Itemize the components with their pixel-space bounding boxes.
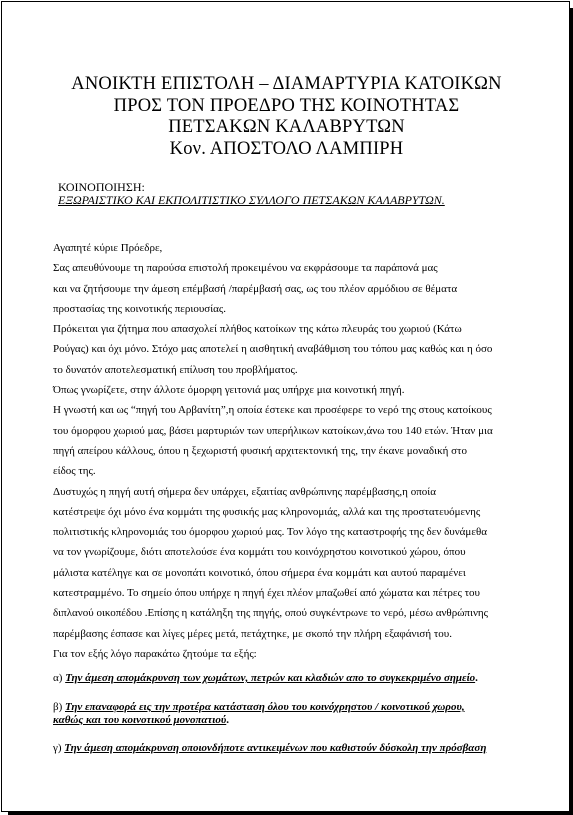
cc-block [58, 181, 445, 207]
body-line: Σας απευθύνουμε τη παρούσα επιστολή προκειμένου να εκφράσουμε τα παράπονά μας [53, 262, 438, 275]
request-text: Την επαναφορά εις την προτέρα κατάσταση όλου του κοινόχρηστου / κοινοτικού χωρου, [65, 701, 465, 713]
body-line: Όπως γνωρίζετε, στην άλλοτε όμορφη γειτονιά μας υπήρχε μια κοινοτική πηγή. [53, 384, 405, 397]
body-line: Για τον εξής λόγο παρακάτω ζητούμε τα εξής: [53, 647, 257, 660]
body-line: Η γνωστή και ως “πηγή του Αρβανίτη”,η οποία έστεκε και προσέφερε το νερό της στους κατοίκους [53, 404, 492, 417]
body-line: είδος της. [53, 465, 96, 478]
body-line: προστασίας της κοινοτικής περιουσίας. [53, 302, 227, 315]
request-text: Την άμεση απομάκρυνση των χωμάτων, πετρών και κλαδιών απο το συγκεκριμένο σημείο [65, 672, 476, 684]
body-line: και να ζητήσουμε την άμεση επέμβασή /παρέμβασή σας, ως του πλέον αρμόδιου σε θέματα [53, 282, 458, 295]
body-line: μάλιστα κατέληγε και σε μονοπάτι κοινοτικό, όπου σήμερα ένα κομμάτι και αυτού παραμένει [53, 566, 466, 579]
title-line: ΑΝΟΙΚΤΗ ΕΠΙΣΤΟΛΗ – ΔΙΑΜΑΡΤΥΡΙΑ ΚΑΤΟΙΚΩΝ [71, 74, 502, 94]
body-line: να τον γνωρίζουμε, διότι αποτελούσε ένα κομμάτι του κοινόχρηστου κοινοτικού χώρου, όπου [53, 546, 466, 559]
body-line: πηγή απείρου κάλλους, όπου η ξεχωριστή φυσική αρχιτεκτονική της, την έκανε μοναδική στο [53, 444, 467, 457]
body-line: παρέμβασης έσπασε και λίγες μέρες μετά, πετάχτηκε, με σκοπό την πλήρη εξαφάνισή του. [53, 627, 452, 640]
title-line: ΠΕΤΣΑΚΩΝ ΚΑΛΑΒΡΥΤΩΝ [168, 117, 405, 137]
body-line: κατεστραμμένο. Το σημείο όπου υπήρχε η πηγή έχει πλέον μπαζωθεί από χώματα και πέτρες του [53, 587, 480, 600]
title-line: ΠΡΟΣ ΤΟΝ ΠΡΟΕΔΡΟ ΤΗΣ ΚΟΙΝΟΤΗΤΑΣ [113, 95, 460, 116]
page-shadow-bottom [8, 811, 573, 815]
request-item-a [53, 672, 478, 685]
request-tail: . [226, 714, 229, 726]
request-tail: . [475, 672, 478, 684]
request-item-b [53, 701, 465, 727]
cc-label: ΚΟΙΝΟΠΟΙΗΣΗ: [58, 180, 145, 194]
body-line: του όμορφου χωριού μας, βάσει μαρτυριών των υπερήλικων κατοίκων,άνω του 140 ετών. Ήταν μια [53, 424, 493, 437]
request-prefix: β) [53, 701, 66, 713]
letter-title [0, 74, 573, 160]
request-prefix: α) [53, 672, 66, 684]
body-line: πολιτιστικής κληρονομιάς του όμορφου χωριού μας. Τον λόγο της καταστροφής της δεν δυνάμεθα [53, 526, 487, 539]
request-text: Την άμεση απομάκρυνση οποιονδήποτε αντικειμένων που καθιστούν δύσκολη την πρόσβαση [64, 742, 487, 754]
request-prefix: γ) [53, 742, 65, 754]
letter-body [53, 238, 523, 664]
body-line: Πρόκειται για ζήτημα που απασχολεί πλήθος κατοίκων της κάτω πλευράς του χωριού (Κάτω [53, 323, 462, 336]
body-line: Δυστυχώς η πηγή αυτή σήμερα δεν υπάρχει, εξαιτίας ανθρώπινης παρέμβασης,η οποία [53, 485, 436, 498]
cc-recipient: ΕΞΩΡΑΙΣΤΙΚΟ ΚΑΙ ΕΚΠΟΛΙΤΙΣΤΙΚΟ ΣΥΛΛΟΓΟ ΠΕΤΣΑΚΩΝ ΚΑΛΑΒΡΥΤΩΝ. [58, 193, 445, 207]
body-line: διπλανού οικοπέδου .Επίσης η κατάληξη της πηγής, οπού συγκέντρωνε το νερό, μέσω ανθρώπινης [53, 607, 489, 620]
body-line: Αγαπητέ κύριε Πρόεδρε, [53, 242, 163, 254]
title-line: Κον. ΑΠΟΣΤΟΛΟ ΛΑΜΠΙΡΗ [169, 138, 404, 159]
body-line: Ρούγας) και όχι μόνο. Στόχο μας αποτελεί η αισθητική αναβάθμιση του τόπου μας καθώς και η όσο [53, 343, 493, 356]
request-text: καθώς και του κοινοτικού μονοπατιού [53, 714, 227, 726]
body-line: κατέστρεψε όχι μόνο ένα κομμάτι της φυσικής μας κληρονομιάς, αλλά και της προστατευόμενης [53, 505, 481, 518]
request-item-c [53, 742, 486, 755]
body-line: το δυνατόν αποτελεσματική επίλυση του προβλήματος. [53, 363, 298, 376]
